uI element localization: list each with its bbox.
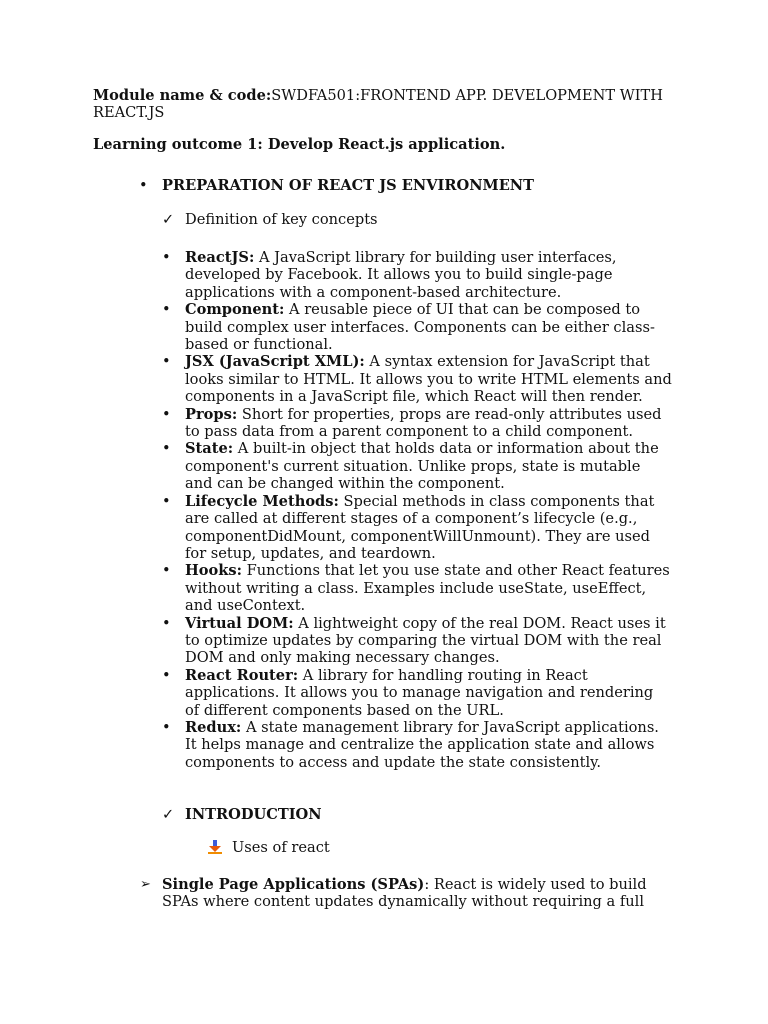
definition-term: Hooks:	[185, 562, 242, 580]
spa-paragraph	[162, 876, 672, 911]
definitions-list	[162, 249, 672, 771]
uses-title: Uses of react	[232, 839, 330, 856]
learning-outcome: Learning outcome 1: Develop React.js application.	[93, 136, 506, 153]
bullet-icon: •	[162, 301, 171, 319]
definition-item	[162, 406, 672, 441]
bullet-icon: •	[162, 353, 171, 371]
definition-term: Props:	[185, 405, 238, 423]
introduction-title: INTRODUCTION	[185, 806, 322, 823]
definition-term: ReactJS:	[185, 249, 255, 266]
definition-term: React Router:	[185, 666, 299, 684]
subsection-title: Definition of key concepts	[185, 211, 378, 228]
definition-text: A reusable piece of UI that can be composed to build complex user interfaces. Components can be either class-based or functional.	[185, 301, 655, 354]
bullet-icon: •	[162, 666, 171, 684]
definition-text: A lightweight copy of the real DOM. React uses it to optimize updates by comparing the virtual DOM with the real DOM and only making necessary changes.	[185, 614, 666, 667]
section-heading	[139, 177, 699, 194]
spa-text: : React is widely used to build SPAs where content updates dynamically without requiring a full	[162, 876, 647, 911]
bullet-icon: •	[162, 562, 171, 580]
definition-term: Component:	[185, 301, 285, 319]
definition-text: A library for handling routing in React applications. It allows you to manage navigation and rendering of different components based on the URL.	[185, 666, 654, 719]
definition-text: Special methods in class components that are called at different stages of a component’s lifecycle (e.g., componentDidMount, componentWillUnmount). They are used for setup, updates, and teardown.	[185, 492, 655, 562]
definition-text: A built-in object that holds data or information about the component's current situation. Unlike props, state is mutable and can be changed within the component.	[185, 440, 659, 493]
checkmark-icon: ✓	[162, 806, 175, 823]
definition-item	[162, 562, 672, 614]
section-title: PREPARATION OF REACT JS ENVIRONMENT	[162, 177, 535, 194]
bullet-icon: •	[162, 249, 171, 266]
checkmark-icon: ✓	[162, 211, 175, 228]
definition-text: Short for properties, props are read-only attributes used to pass data from a parent component to a child component.	[185, 405, 662, 441]
definition-text: Functions that let you use state and other React features without writing a class. Examples include useState, useEffect, and useContext.	[185, 562, 670, 615]
bullet-icon: •	[162, 718, 171, 736]
module-label: Module name & code:	[93, 87, 272, 104]
definition-item	[162, 249, 672, 301]
down-arrow-icon	[208, 840, 222, 854]
definition-item	[162, 667, 672, 719]
definition-term: Redux:	[185, 718, 242, 736]
definition-item	[162, 719, 672, 771]
definition-item	[162, 301, 672, 353]
definition-term: Lifecycle Methods:	[185, 492, 339, 510]
bullet-icon: •	[139, 177, 148, 194]
spa-term: Single Page Applications (SPAs)	[162, 876, 425, 893]
arrow-bullet-icon: ➢	[140, 877, 151, 892]
module-heading	[93, 87, 683, 122]
bullet-icon: •	[162, 405, 171, 423]
bullet-icon: •	[162, 614, 171, 632]
definition-item	[162, 493, 672, 563]
definition-term: JSX (JavaScript XML):	[185, 353, 365, 371]
definition-item	[162, 615, 672, 667]
module-value: SWDFA501:FRONTEND APP. DEVELOPMENT WITH REACT.JS	[93, 87, 663, 122]
definition-item	[162, 440, 672, 492]
definition-term: Virtual DOM:	[185, 614, 294, 632]
definition-item	[162, 353, 672, 405]
definition-text: A state management library for JavaScript applications. It helps manage and centralize the application state and allows components to access and update the state consistently.	[185, 718, 659, 771]
bullet-icon: •	[162, 440, 171, 458]
bullet-icon: •	[162, 492, 171, 510]
definition-text: A JavaScript library for building user interfaces, developed by Facebook. It allows you to build single-page applications with a component-based architecture.	[185, 249, 617, 301]
definition-text: A syntax extension for JavaScript that looks similar to HTML. It allows you to write HTML elements and components in a JavaScript file, which React will then render.	[185, 353, 672, 406]
definition-term: State:	[185, 440, 234, 458]
